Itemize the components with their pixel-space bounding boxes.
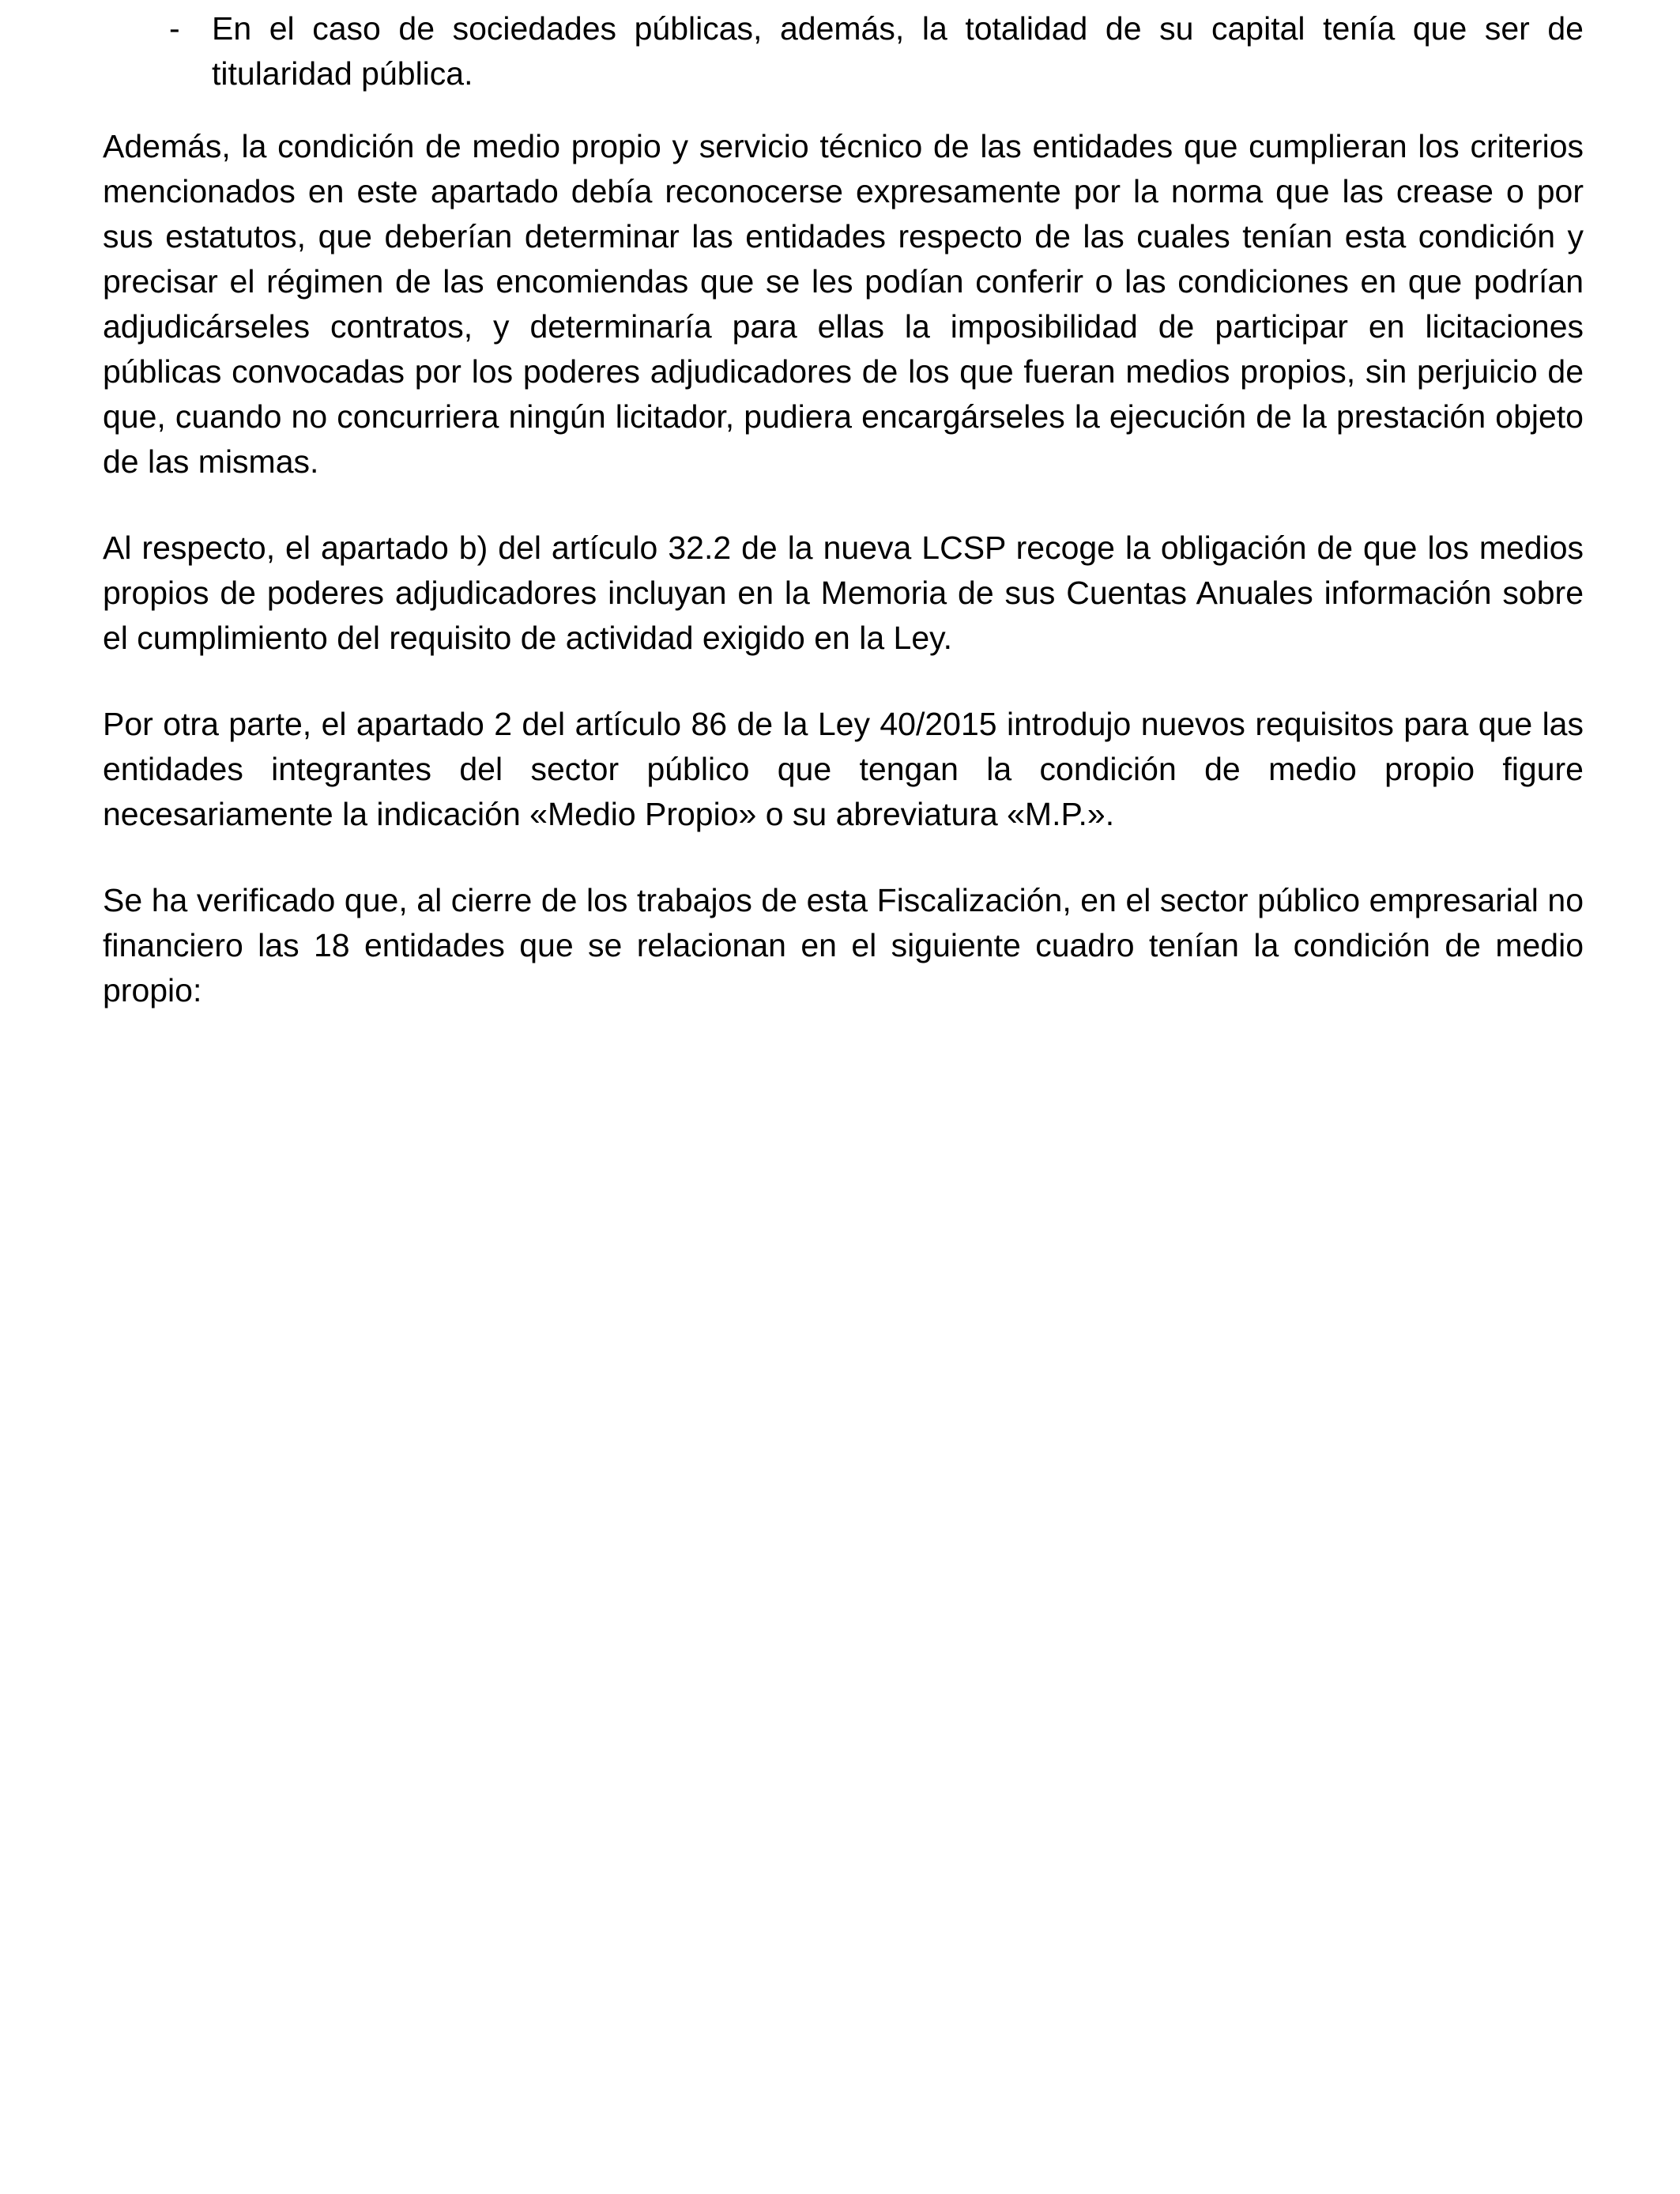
bullet-marker: - xyxy=(169,10,180,47)
paragraph-lcsp-article: Al respecto, el apartado b) del artículo 32.2 de la nueva LCSP recoge la obligación de que los medios propios de poderes adjudicadores incluyan en la Memoria de sus Cuentas Anuales información sobre el cumplimiento del requisito de actividad exigido en la Ley. xyxy=(103,530,1584,656)
paragraph-ley-40-2015: Por otra parte, el apartado 2 del artículo 86 de la Ley 40/2015 introdujo nuevos requisitos para que las entidades integrantes del sector público que tengan la condición de medio propio figure necesariamente la indicación «Medio Propio» o su abreviatura «M.P.». xyxy=(103,706,1584,832)
document-body xyxy=(103,6,1584,1054)
paragraph-verification: Se ha verificado que, al cierre de los trabajos de esta Fiscalización, en el sector público empresarial no financiero las 18 entidades que se relacionan en el siguiente cuadro tenían la condición de medio propio: xyxy=(103,882,1584,1008)
paragraph-medio-propio-condition: Además, la condición de medio propio y servicio técnico de las entidades que cumplieran los criterios mencionados en este apartado debía reconocerse expresamente por la norma que las crease o por sus estatutos, que deberían determinar las entidades respecto de las cuales tenían esta condición y precisar el régimen de las encomiendas que se les podían conferir o las condiciones en que podrían adjudicárseles contratos, y determinaría para ellas la imposibilidad de participar en licitaciones públicas convocadas por los poderes adjudicadores de los que fueran medios propios, sin perjuicio de que, cuando no concurriera ningún licitador, pudiera encargárseles la ejecución de la prestación objeto de las mismas. xyxy=(103,128,1584,480)
bullet-text: En el caso de sociedades públicas, además, la totalidad de su capital tenía que ser de titularidad pública. xyxy=(212,10,1584,92)
bullet-item xyxy=(103,6,1584,96)
